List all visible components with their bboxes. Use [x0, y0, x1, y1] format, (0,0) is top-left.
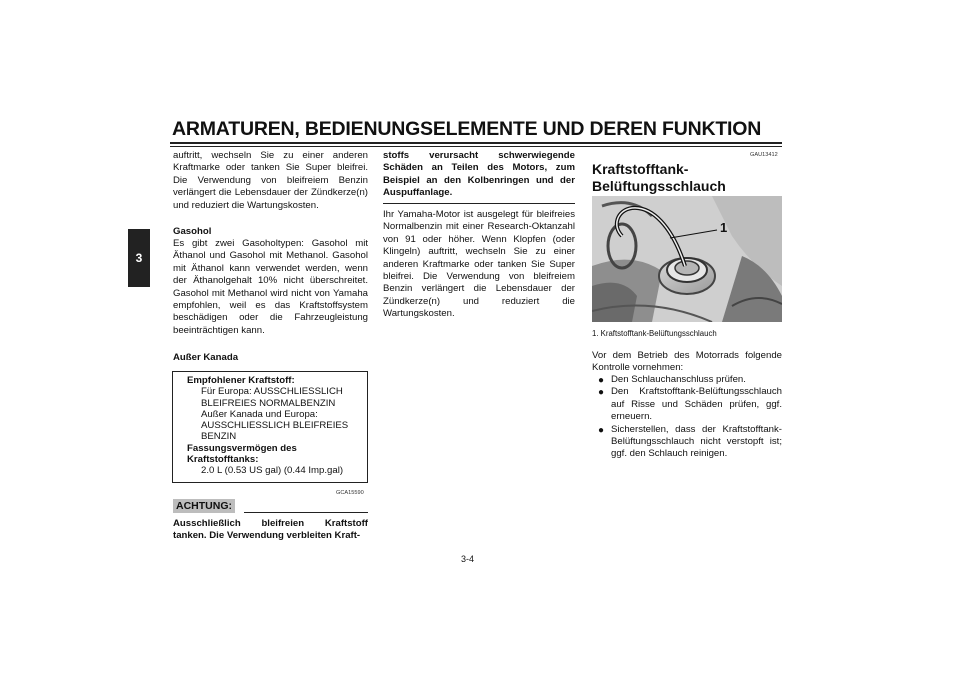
figure-callout: 1 [720, 220, 728, 235]
list-item-text: Den Schlauchanschluss prüfen. [611, 374, 746, 385]
figure-caption: 1. Kraftstofftank-Belüftungsschlauch [592, 329, 717, 338]
bullet-icon: ● [598, 424, 605, 436]
capacity-value: 2.0 L (0.53 US gal) (0.44 Imp.gal) [201, 465, 344, 477]
chapter-tab: 3 [128, 229, 150, 287]
breather-hose-photo [592, 196, 782, 322]
notice-label: ACHTUNG: [173, 499, 235, 513]
list-item-text: Sicherstellen, dass der Kraftstofftank-Belüftungsschlauch nicht verstopft ist; ggf. den Schlauch reinigen. [611, 423, 782, 460]
title-rule-thin [170, 146, 782, 147]
fuel-other: Außer Kanada und Europa: AUSSCHLIESSLICH BLEIFREIES BENZIN [201, 408, 349, 443]
gasohol-text: Es gibt zwei Gasoholtypen: Gasohol mit Äthanol und Gasohol mit Methanol. Gasohol mit Äthanol kann verwendet werden, wenn der Äthanolgehalt 10% nicht überschreitet. Gasohol mit Methanol wird nicht von Yamaha empfohlen, weil es das Kraftstoffsystem beschädigen oder die Fahrzeugleistung beeinträchtigen kann. [173, 238, 368, 336]
capacity-heading: Fassungsvermögen des Kraftstofftanks: [187, 442, 297, 466]
notice-continuation: stoffs verursacht schwerwiegende Schäden an Teilen des Motors, zum Beispiel an den Kolbenringen und der Auspuffanlage. [383, 150, 575, 199]
check-list [597, 374, 782, 461]
notice-rule [244, 512, 368, 513]
title-rule [170, 142, 782, 144]
notice-code: GCA15590 [336, 490, 364, 496]
notice-header [173, 499, 368, 513]
photo-illustration [592, 196, 782, 322]
bullet-icon: ● [598, 375, 605, 386]
page-title: ARMATUREN, BEDIENUNGSELEMENTE UND DEREN FUNKTION [172, 118, 762, 140]
col2-paragraph: Ihr Yamaha-Motor ist ausgelegt für bleifreies Normalbenzin mit einer Research-Oktanzahl von 91 oder höher. Wenn Klopfen (oder Klingeln) auftritt, wechseln Sie zu einer anderen Kraftmarke oder tanken Sie Super bleifrei. Die Verwendung von bleifreiem Benzin verlängert die Lebensdauer der Zündkerze(n) und reduziert die Wartungskosten. [383, 209, 575, 320]
fuel-europe: Für Europa: AUSSCHLIESSLICH BLEIFREIES NORMALBENZIN [201, 386, 343, 409]
gasohol-heading: Gasohol [173, 226, 212, 237]
page-number: 3-4 [461, 554, 475, 564]
ausser-kanada-heading: Außer Kanada [173, 352, 239, 363]
list-item [597, 424, 782, 461]
notice-end-rule [383, 203, 575, 204]
list-item [597, 386, 782, 423]
check-intro: Vor dem Betrieb des Motorrads folgende Kontrolle vornehmen: [592, 350, 782, 374]
fuel-spec-box [172, 371, 368, 483]
list-item [597, 374, 782, 386]
section-code: GAU13412 [750, 152, 778, 158]
col1-paragraph: auftritt, wechseln Sie zu einer anderen Kraftmarke oder tanken Sie Super bleifrei. Die Verwendung von bleifreiem Benzin verlängert die Lebensdauer der Zündkerze(n) und reduziert die Wartungskosten. [173, 150, 368, 211]
bullet-icon: ● [598, 387, 605, 399]
notice-text: Ausschließlich bleifreien Kraftstoff tanken. Die Verwendung verbleiten Kraft- [173, 518, 368, 542]
fuel-heading: Empfohlener Kraftstoff: [187, 375, 295, 386]
section-heading: Kraftstofftank-Belüftungsschlauch [592, 161, 726, 194]
list-item-text: Den Kraftstofftank-Belüftungsschlauch auf Risse und Schäden prüfen, ggf. erneuern. [611, 386, 782, 423]
